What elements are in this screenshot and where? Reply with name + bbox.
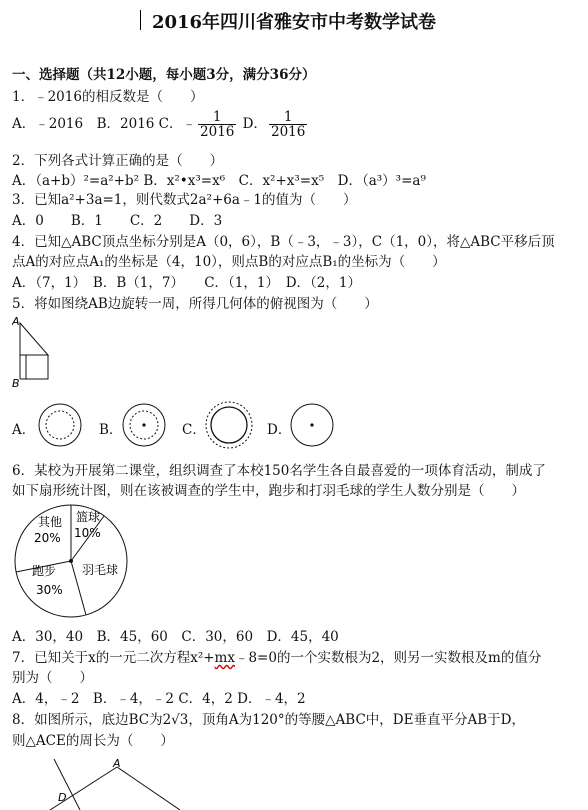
q8-side-ac (117, 767, 180, 810)
q1-frac-c-num: 1 (198, 110, 236, 125)
q5-option-b: B． (99, 422, 123, 438)
q7-line1-end: ﹣8=0的一个实数根为2，则另一实数根及m的值分 (234, 650, 542, 666)
q1-stem: 1．﹣2016的相反数是（ ） (12, 89, 204, 105)
q5-option-c-figure (202, 400, 256, 450)
q5-triangle (20, 323, 48, 355)
q5-label-a: A (12, 315, 20, 328)
q2-options: A．（a+b）²=a²+b² B．x²•x³=x⁶ C．x²+x³=x⁵ D．（a³）³=a⁹ (12, 173, 426, 189)
q5-a-inner-dashed-circle (46, 411, 74, 439)
q5-option-a: A． (12, 422, 36, 438)
q6-pie-chart (10, 502, 134, 622)
q2-stem: 2．下列各式计算正确的是（ ） (12, 153, 224, 169)
q5-c-inner-circle (211, 407, 247, 443)
q5-option-c: C． (182, 422, 206, 438)
q8-label-a: A (113, 757, 121, 770)
q8-line1: 8．如图所示，底边BC为2√3，顶角A为120°的等腰△ABC中，DE垂直平分AB于D， (12, 712, 525, 728)
q6-options: A．30，40 B．45，60 C．30，60 D．45，40 (12, 629, 339, 645)
q5-figure (12, 315, 62, 390)
q8-figure (40, 755, 180, 810)
pie-pct-basketball: 10% (74, 526, 101, 540)
q4-line1: 4．已知△ABC顶点坐标分别是A（0，6），B（﹣3，﹣3），C（1，0），将△ABC平移后顶 (12, 234, 555, 250)
q5-b-center-dot (142, 423, 145, 426)
pie-label-other: 其他 (38, 515, 63, 529)
q7-line1 (12, 646, 541, 666)
q7-line1-start: 7．已知关于x的一元二次方程x²+ (12, 650, 215, 666)
q5-c-outer-dashed-circle (206, 402, 252, 448)
pie-pct-running: 30% (36, 583, 63, 597)
q5-option-d-figure (288, 402, 338, 448)
q5-a-outer-circle (39, 404, 81, 446)
q1-frac-d-num: 1 (269, 110, 307, 125)
q1-options-ac: A．﹣2016 B．2016 C．﹣ (12, 116, 197, 133)
q6-line2: 如下扇形统计图，则在该被调查的学生中，跑步和打羽毛球的学生人数分别是（ ） (12, 483, 525, 499)
q7-line2: 别为（ ） (12, 670, 93, 686)
pie-pct-other: 20% (34, 531, 61, 545)
q5-option-a-figure (36, 402, 86, 448)
page-title: 2016年四川省雅安市中考数学试卷 (151, 12, 437, 33)
q3-options: A．0 B．1 C．2 D．3 (12, 213, 223, 229)
pie-label-basketball: 篮球 (76, 510, 101, 524)
q5-option-b-figure (120, 402, 170, 448)
q5-square (26, 355, 48, 379)
q1-frac-d-den: 2016 (271, 124, 306, 141)
pie-center (69, 559, 73, 563)
q5-option-d: D． (267, 422, 292, 438)
q6-line1: 6．某校为开展第二课堂，组织调查了本校150名学生各自最喜爱的一项体育活动，制成了 (12, 463, 546, 479)
q4-options: A．（7，1） B．B（1，7） C．（1，1） D．（2，1） (12, 275, 361, 291)
pie-label-running: 跑步 (32, 564, 57, 578)
pie-label-badminton: 羽毛球 (82, 563, 119, 577)
q4-line2: 点A的对应点A₁的坐标是（4，10），则点B的对应点B₁的坐标为（ ） (12, 254, 446, 270)
q1-option-d: D． (242, 116, 267, 133)
q7-options: A．4，﹣2 B．﹣4，﹣2 C．4，2 D．﹣4，2 (12, 691, 306, 707)
q5-d-center-dot (310, 423, 313, 426)
q1-frac-d (269, 110, 307, 139)
section-heading: 一、选择题（共12小题，每小题3分，满分36分） (12, 67, 316, 83)
q1-frac-c (198, 110, 236, 139)
q5-label-b: B (12, 377, 20, 390)
q1-frac-c-den: 2016 (200, 124, 235, 141)
q8-label-d: D (58, 791, 67, 804)
q8-line2: 则△ACE的周长为（ ） (12, 733, 174, 749)
q1-options (12, 110, 309, 139)
q7-wavy-mx: mx (214, 650, 235, 666)
q5-stem: 5．将如图绕AB边旋转一周，所得几何体的俯视图为（ ） (12, 296, 378, 312)
q3-stem: 3．已知a²+3a=1，则代数式2a²+6a﹣1的值为（ ） (12, 192, 357, 208)
